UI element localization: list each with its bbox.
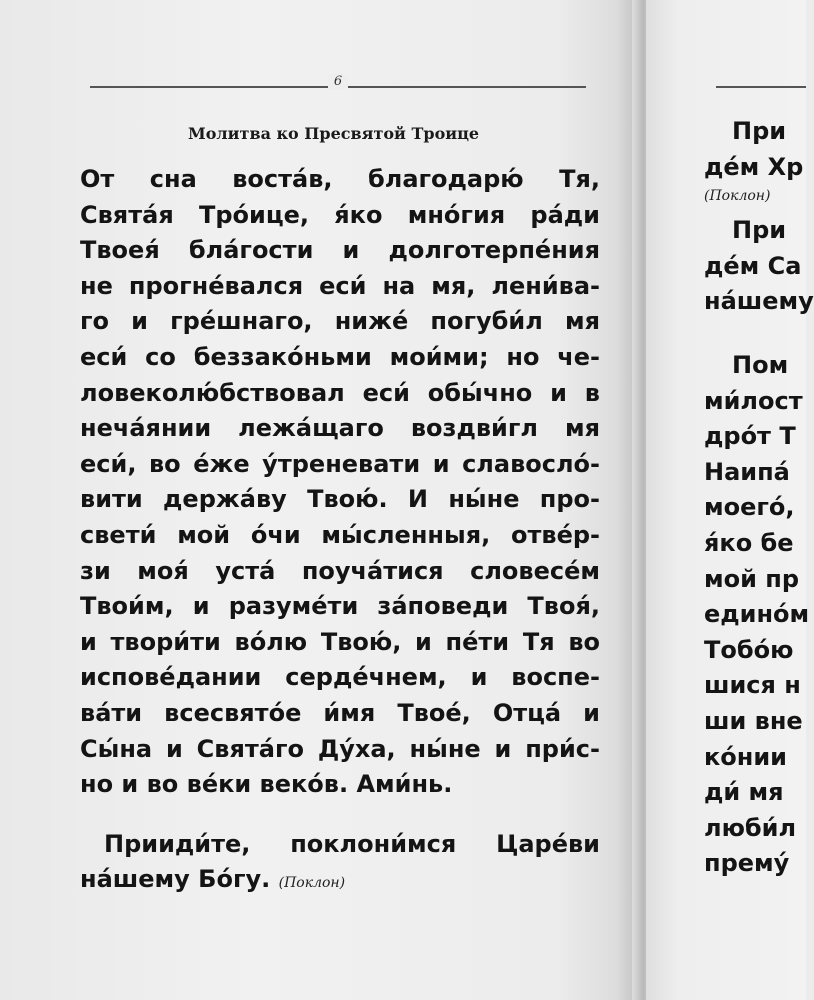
prayer-line: ловеколю́бствовал еси́ обы́чно и в bbox=[80, 378, 600, 407]
prayer-line: еси́ со беззако́ньми мои́ми; но че- bbox=[80, 342, 600, 371]
prayer-line: Твоея́ бла́гости и долготерпе́ния bbox=[80, 236, 600, 265]
right-bow-note: (Поклон) bbox=[704, 188, 771, 205]
prayer-title: Молитва ко Пресвятой Троице bbox=[188, 124, 480, 143]
prayer-line: неча́янии лежа́щаго воздви́гл мя bbox=[80, 414, 600, 443]
prayer-text bbox=[80, 162, 600, 898]
prayer-line: еси́, во е́же у́треневати и славосло́- bbox=[80, 449, 600, 478]
right-line: мой пр bbox=[704, 564, 800, 593]
right-gap bbox=[704, 320, 814, 348]
right-line: ко́нии bbox=[704, 742, 787, 771]
right-line: ши вне bbox=[704, 706, 803, 735]
right-line: Тобо́ю bbox=[704, 635, 794, 664]
closing-line bbox=[80, 862, 600, 898]
prayer-line: Свята́я Тро́ице, я́ко мно́гия ра́ди bbox=[80, 200, 600, 229]
right-line: де́м Хр bbox=[704, 152, 804, 181]
right-line: При bbox=[732, 117, 787, 145]
prayer-line: испове́дании серде́чнем, и воспе- bbox=[80, 663, 600, 692]
paragraph-gap bbox=[80, 803, 600, 827]
right-line: дро́т Т bbox=[704, 422, 796, 451]
right-line: я́ко бе bbox=[704, 528, 794, 557]
right-line: де́м Са bbox=[704, 251, 802, 280]
prayer-line: От сна воста́в, благодарю́ Тя, bbox=[80, 165, 600, 193]
right-line: моего́, bbox=[704, 493, 795, 522]
right-line: ди́ мя bbox=[704, 778, 784, 807]
prayer-line: го и гре́шнаго, ниже́ погуби́л мя bbox=[80, 307, 600, 336]
right-line: Пом bbox=[732, 350, 789, 379]
prayer-line: вити держа́ву Твою́. И ны́не про- bbox=[80, 485, 600, 514]
prayer-line: не прогне́вался еси́ на мя, лени́ва- bbox=[80, 271, 600, 300]
header-rule-right bbox=[348, 86, 586, 88]
closing-line: Прииди́те, поклони́мся Царе́ви bbox=[104, 829, 600, 858]
prayer-line: Твои́м, и разуме́ти за́поведи Твоя́, bbox=[80, 592, 600, 621]
prayer-line: Сы́на и Свята́го Ду́ха, ны́не и при́с- bbox=[80, 734, 600, 763]
prayer-line: и твори́ти во́лю Твою́, и пе́ти Тя во bbox=[80, 627, 600, 656]
prayer-line: свети́ мой о́чи мы́сленныя, отве́р- bbox=[80, 520, 600, 549]
right-line: люби́л bbox=[704, 813, 797, 842]
header-rule-left bbox=[90, 86, 328, 88]
right-page-text bbox=[704, 114, 814, 882]
bow-note: (Поклон) bbox=[278, 875, 346, 892]
prayer-line: зи моя́ уста́ поуча́тися словесе́м bbox=[80, 556, 600, 585]
right-line: едино́м bbox=[704, 600, 810, 629]
closing-line-text: на́шему Бо́гу. bbox=[80, 865, 271, 894]
prayer-line: но и во ве́ки веко́в. Ами́нь. bbox=[80, 770, 453, 799]
right-line: Наипа́ bbox=[704, 457, 790, 486]
right-line: на́шему bbox=[704, 287, 814, 316]
right-line: шися н bbox=[704, 671, 801, 700]
right-page-header-rule bbox=[716, 86, 806, 88]
prayer-line: ва́ти всесвято́е и́мя Твое́, Отца́ и bbox=[80, 698, 600, 727]
right-line: При bbox=[732, 216, 787, 245]
right-line: ми́лост bbox=[704, 386, 803, 415]
right-line: прему́ bbox=[704, 849, 790, 878]
page-number: 6 bbox=[328, 74, 348, 89]
